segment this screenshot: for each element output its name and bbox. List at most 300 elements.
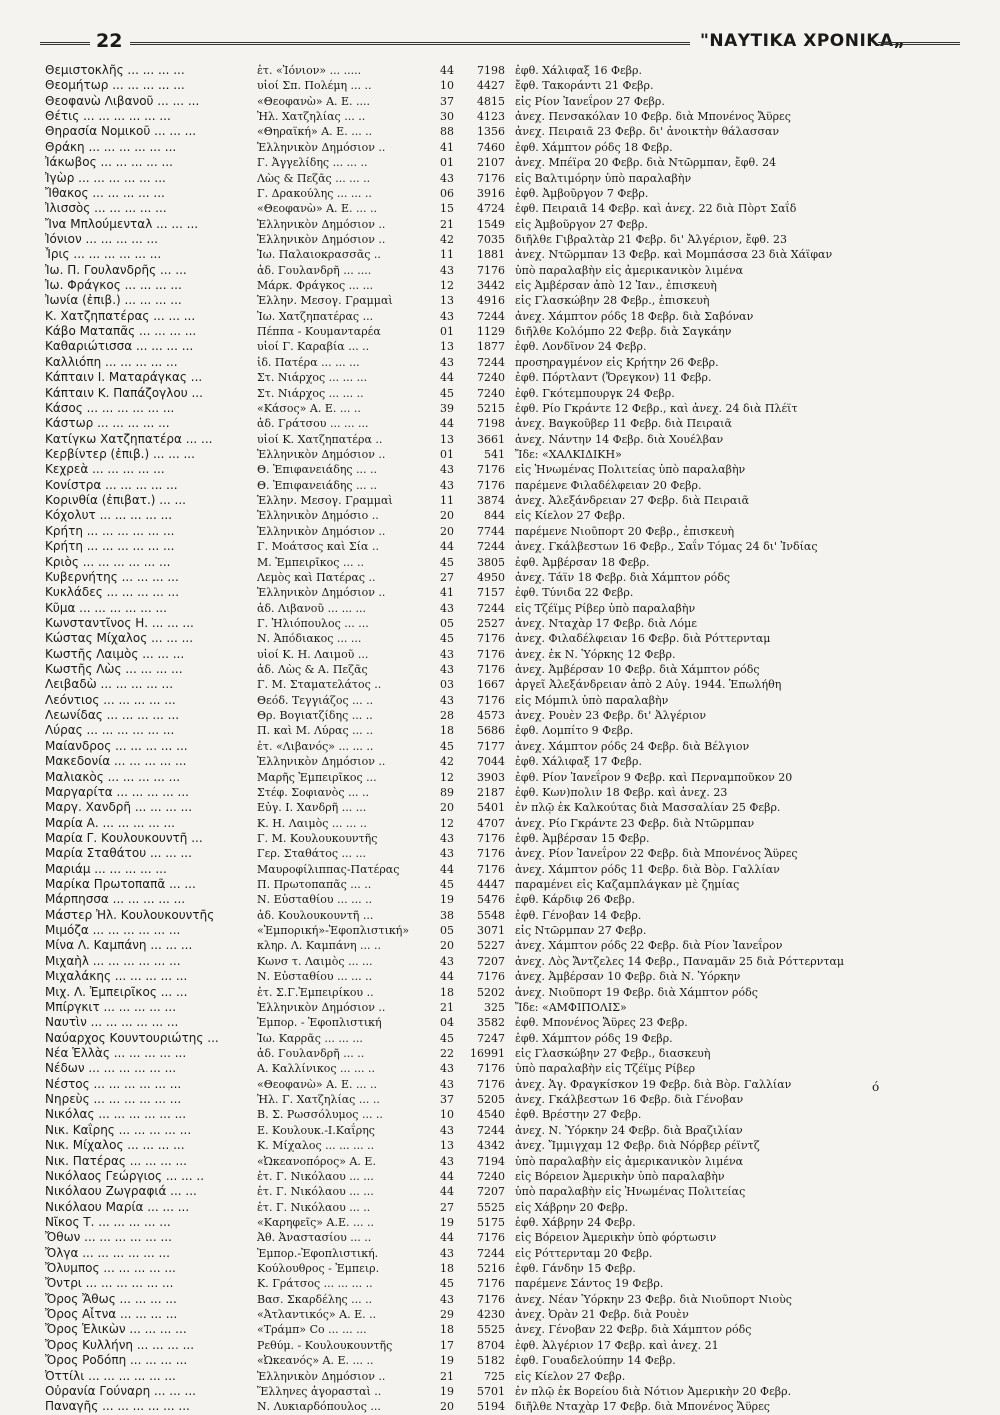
table-row <box>45 1230 960 1245</box>
tonnage: 8704 <box>477 1338 505 1352</box>
table-row <box>45 831 960 846</box>
table-row <box>45 1322 960 1337</box>
build-year: 21 <box>440 1369 454 1383</box>
ship-name: Κυβερνήτης ... ... ... ... <box>45 569 179 584</box>
ship-owner: «Τράμπ» Co ... ... ... <box>257 1323 367 1337</box>
table-row <box>45 770 960 785</box>
tonnage: 3661 <box>477 432 505 446</box>
table-row <box>45 1184 960 1199</box>
ship-name: Καθαριώτισσα ... ... ... ... <box>45 339 194 354</box>
ship-status: εἰς Ἠνωμένας Πολιτείας ὑπὸ παραλαβὴν <box>515 463 746 477</box>
ship-name: Λεωνίδας ... ... ... ... ... <box>45 708 180 723</box>
tonnage: 325 <box>484 1000 505 1014</box>
ship-owner: υἱοί Κ. Χατζηπατέρα .. <box>257 432 383 446</box>
build-year: 29 <box>440 1308 454 1322</box>
table-row <box>45 570 960 585</box>
tonnage: 7244 <box>477 601 505 615</box>
tonnage: 2527 <box>477 616 505 630</box>
tonnage: 4230 <box>477 1308 505 1322</box>
tonnage: 5525 <box>477 1200 505 1214</box>
ship-list-table <box>45 63 960 1415</box>
build-year: 89 <box>440 785 454 799</box>
ship-name: Κονίστρα ... ... ... ... ... <box>45 477 178 492</box>
table-row <box>45 1276 960 1291</box>
ship-name: Κριὸς ... ... ... ... ... ... <box>45 554 171 569</box>
ship-name: Μαίανδρος ... ... ... ... ... <box>45 738 188 753</box>
table-row <box>45 846 960 861</box>
build-year: 20 <box>440 509 454 523</box>
tonnage: 7244 <box>477 309 505 323</box>
ship-status: ἀνεχ. Ἀμβέρσαν 10 Φεβρ. διὰ Ν. Ὑόρκην <box>515 970 741 984</box>
ship-owner: υἱοί Γ. Καραβία ... .. <box>257 340 370 354</box>
ship-owner: Κ. Η. Λαιμὸς ... ... .. <box>257 816 367 830</box>
ship-status: ἀνεχ. Χάμπτον ρόδς 18 Φεβρ. διὰ Σαβόναν <box>515 309 754 323</box>
table-row <box>45 908 960 923</box>
tonnage: 7198 <box>477 64 505 77</box>
tonnage: 7044 <box>477 755 505 769</box>
ship-name: Ἴνα Μπλούμενταλ ... ... ... <box>45 216 199 231</box>
ship-status: εἰς Ρόττερνταμ 20 Φεβρ. <box>515 1246 653 1260</box>
build-year: 43 <box>440 309 454 323</box>
tonnage: 4447 <box>477 878 505 892</box>
build-year: 44 <box>440 1169 454 1183</box>
ship-status: ἀνεχ. Ρουὲν 23 Φεβρ. δι' Ἀλγέριον <box>515 709 707 723</box>
tonnage: 7176 <box>477 862 505 876</box>
ship-status: εἰς Βαλτιμόρην ὑπὸ παραλαβὴν <box>515 171 692 185</box>
tonnage: 7176 <box>477 647 505 661</box>
table-row <box>45 785 960 800</box>
table-row <box>45 339 960 354</box>
build-year: 13 <box>440 1139 454 1153</box>
ship-name: Μαργαρίτα ... ... ... ... ... <box>45 784 189 799</box>
build-year: 44 <box>440 417 454 431</box>
table-row <box>45 539 960 554</box>
ship-name: Ἶρις ... ... ... ... ... ... <box>45 247 162 262</box>
build-year: 45 <box>440 739 454 753</box>
ship-name: Νηρεὺς ... ... ... ... ... ... <box>45 1092 182 1107</box>
ship-name: Μάστερ Ἠλ. Κουλουκουντῆς <box>45 907 215 922</box>
ship-owner: Ἑλληνικὸν Δημόσιον .. <box>257 586 386 600</box>
ship-name: Κωνσταντῖνος Η. ... ... ... <box>45 615 194 630</box>
ship-name: Κάβο Ματαπᾶς ... ... ... ... <box>45 324 197 339</box>
ship-owner: ἑτ. Γ. Νικόλαου ... ... <box>257 1169 374 1183</box>
ship-name: Νέδων ... ... ... ... ... ... <box>45 1061 177 1076</box>
ship-owner: Γ. Μ. Κουλουκουντῆς <box>257 831 378 845</box>
build-year: 22 <box>440 1047 454 1060</box>
ship-status: ἐφθ. Πόρτλαντ (Ὄρεγκον) 11 Φεβρ. <box>515 371 712 385</box>
tonnage: 3582 <box>477 1016 505 1030</box>
ship-status: ἐφθ. Ρίον Ἰανεΐρον 9 Φεβρ. καὶ Περναμποῦκον 20 <box>515 770 793 784</box>
ship-status: ὑπὸ παραλαβὴν εἰς ἀμερικανικὸν λιμένα <box>515 1154 744 1168</box>
build-year: 43 <box>440 647 454 661</box>
ship-name: Μαρίκα Πρωτοπαπᾶ ... ... <box>45 877 196 892</box>
ship-name: Μίνα Λ. Καμπάνη ... ... ... <box>45 938 193 953</box>
table-row <box>45 462 960 477</box>
ship-owner: Στ. Νιάρχος ... ... ... <box>257 371 368 385</box>
ship-status: εἰς Κίελον 27 Φεβρ. <box>515 509 626 523</box>
build-year: 43 <box>440 463 454 477</box>
tonnage: 7176 <box>477 632 505 646</box>
tonnage: 1881 <box>477 248 505 262</box>
table-row <box>45 631 960 646</box>
ship-name: Ὄρος Αἶτνα ... ... ... ... <box>45 1307 178 1322</box>
build-year: 42 <box>440 232 454 246</box>
ship-status: ἀνεχ. Βαγκοῦβερ 11 Φεβρ. διὰ Πειραιᾶ <box>515 417 732 431</box>
build-year: 43 <box>440 954 454 968</box>
tonnage: 7176 <box>477 693 505 707</box>
tonnage: 7194 <box>477 1154 505 1168</box>
tonnage: 7240 <box>477 371 505 385</box>
ship-name: Νῖκος Τ. ... ... ... ... ... <box>45 1214 171 1229</box>
tonnage: 7198 <box>477 417 505 431</box>
ship-owner: ἀδ. Γουλανδρῆ ... .... <box>257 263 372 277</box>
table-row <box>45 877 960 892</box>
ship-status: διῆλθε Γιβραλτὰρ 21 Φεβρ. δι' Ἀλγέριον, ἔφθ. 23 <box>515 232 787 246</box>
table-row <box>45 969 960 984</box>
ship-name: Κρήτη ... ... ... ... ... ... <box>45 523 175 538</box>
ship-name: Κάστωρ ... ... ... ... ... <box>45 416 170 431</box>
ship-owner: Π. Πρωτοπαπᾶς ... .. <box>257 878 372 892</box>
ship-owner: Ν. Εὐσταθίου ... ... .. <box>257 893 373 907</box>
tonnage: 7176 <box>477 1062 505 1076</box>
ship-name: Λύρας ... ... ... ... ... ... <box>45 723 175 738</box>
ship-name: Κώστας Μίχαλος ... ... ... <box>45 631 194 646</box>
ship-status: εἰς Γλασκώβην 27 Φεβρ., διασκευὴ <box>515 1047 711 1060</box>
tonnage: 844 <box>484 509 505 523</box>
ship-status: ἀνεχ. Ντῶρμπαν 13 Φεβρ. καὶ Μομπάσσα 23 διὰ Χάϊφαν <box>515 248 833 262</box>
ship-owner: Πέππα - Κουμανταρέα <box>257 325 381 339</box>
tonnage: 5227 <box>477 939 505 953</box>
tonnage: 7176 <box>477 831 505 845</box>
table-row <box>45 355 960 370</box>
ship-owner: Θρ. Βογιατζίδης ... .. <box>257 709 373 723</box>
build-year: 19 <box>440 893 454 907</box>
table-row <box>45 247 960 262</box>
ship-status: ἀνεχ. Ἀμβέρσαν 10 Φεβρ. διὰ Χάμπτον ρόδς <box>515 663 760 677</box>
build-year: 30 <box>440 110 454 124</box>
tonnage: 5686 <box>477 724 505 738</box>
build-year: 43 <box>440 171 454 185</box>
ship-status: ἐφθ. Κων)πολιν 18 Φεβρ. καὶ ἀνεχ. 23 <box>515 785 728 799</box>
tonnage: 5216 <box>477 1262 505 1276</box>
ship-name: Κ. Χατζηπατέρας ... ... ... <box>45 308 196 323</box>
ship-name: Ὄρος Ἑλικὼν ... ... ... ... <box>45 1322 187 1337</box>
ship-owner: Μαρῆς Ἐμπειρῖκος ... <box>257 770 377 784</box>
build-year: 12 <box>440 816 454 830</box>
build-year: 01 <box>440 156 454 170</box>
build-year: 45 <box>440 632 454 646</box>
ship-owner: «Θεοφανὼ» Α. Ε. ... .. <box>257 1077 378 1091</box>
tonnage: 4724 <box>477 202 505 216</box>
table-row <box>45 1307 960 1322</box>
tonnage: 7460 <box>477 140 505 154</box>
ship-name: Ὄρος Ἄθως ... ... ... ... <box>45 1291 177 1306</box>
ship-name: Ὄθων ... ... ... ... ... ... <box>45 1230 172 1245</box>
ship-name: Ὄλυμπος ... ... ... ... ... <box>45 1261 176 1276</box>
ship-name: Νικ. Πατέρας ... ... ... ... <box>45 1153 187 1168</box>
ship-status: ἐφθ. Γκότεμπουργκ 24 Φεβρ. <box>515 386 675 400</box>
table-row <box>45 739 960 754</box>
ship-owner: Στέφ. Σοφιανὸς ... .. <box>257 785 370 799</box>
table-row <box>45 1154 960 1169</box>
ship-status: εἰς Τζέϊμς Ρίβερ ὑπὸ παραλαβὴν <box>515 601 696 615</box>
ship-name: Παναγῆς ... ... ... ... ... ... <box>45 1399 190 1414</box>
ship-owner: Ἑλλην. Μεσογ. Γραμμαὶ <box>257 294 393 308</box>
ship-owner: Ν. Εὐσταθίου ... ... .. <box>257 970 373 984</box>
ship-status: ἀνεχ. Τάϊν 18 Φεβρ. διὰ Χάμπτον ρόδς <box>515 570 731 584</box>
tonnage: 5175 <box>477 1215 505 1229</box>
tonnage: 4815 <box>477 94 505 108</box>
table-row <box>45 171 960 186</box>
ship-owner: «Ἀτλαντικός» Α. Ε. .. <box>257 1308 377 1322</box>
ship-status: ἐφθ. Μπονένος Ἄϋρες 23 Φεβρ. <box>515 1016 688 1030</box>
table-row <box>45 1261 960 1276</box>
ship-name: Μαριάμ ... ... ... ... ... <box>45 861 167 876</box>
build-year: 01 <box>440 325 454 339</box>
ship-owner: «Ὠκεανός» Α. Ε. ... .. <box>257 1354 374 1368</box>
build-year: 12 <box>440 279 454 293</box>
tonnage: 7240 <box>477 386 505 400</box>
ship-status: ὑπὸ παραλαβὴν εἰς ἀμερικανικὸν λιμένα <box>515 263 744 277</box>
ship-name: Κάσος ... ... ... ... ... ... <box>45 400 175 415</box>
ship-owner: Μάρκ. Φράγκος ... ... <box>257 279 374 293</box>
ship-name: Κορινθία (ἐπιβατ.) ... ... <box>45 493 186 508</box>
ship-name: Ἰω. Π. Γουλανδρῆς ... ... <box>45 262 187 277</box>
ship-status: ἐφθ. Ἀμβοῦργον 7 Φεβρ. <box>515 186 649 200</box>
tonnage: 4573 <box>477 709 505 723</box>
table-row <box>45 708 960 723</box>
ship-status: παρέμενε Νιοῦπορτ 20 Φεβρ., ἐπισκευὴ <box>515 524 735 538</box>
table-row <box>45 493 960 508</box>
tonnage: 5182 <box>477 1354 505 1368</box>
ship-name: Οὐρανία Γούναρη ... ... ... <box>45 1383 196 1398</box>
build-year: 44 <box>440 64 454 77</box>
tonnage: 5401 <box>477 801 505 815</box>
tonnage: 7176 <box>477 847 505 861</box>
tonnage: 7157 <box>477 586 505 600</box>
ship-owner: Εὐγ. Ι. Χανδρῆ ... ... <box>257 801 367 815</box>
ship-status: ἐν πλῷ ἐκ Καλκούτας διὰ Μασσαλίαν 25 Φεβρ. <box>515 801 781 815</box>
ship-owner: Ἠλ. Χατζηλίας ... .. <box>257 110 366 124</box>
tonnage: 7176 <box>477 1277 505 1291</box>
tonnage: 7207 <box>477 1185 505 1199</box>
ship-owner: Λεμὸς καὶ Πατέρας .. <box>257 570 376 584</box>
build-year: 39 <box>440 401 454 415</box>
build-year: 03 <box>440 678 454 692</box>
build-year: 88 <box>440 125 454 139</box>
ship-owner: Α. Καλλίνικος ... ... .. <box>257 1062 375 1076</box>
ship-status: ἐφθ. Ἀμβέρσαν 15 Φεβρ. <box>515 831 650 845</box>
table-row <box>45 647 960 662</box>
build-year: 43 <box>440 601 454 615</box>
ship-status: ὑπὸ παραλαβὴν εἰς Τζέϊμς Ρίβερ <box>515 1062 696 1076</box>
ship-status: διῆλθε Κολόμπο 22 Φεβρ. διὰ Σαγκάην <box>515 325 732 339</box>
build-year: 37 <box>440 94 454 108</box>
ship-status: εἰς Βόρειον Ἀμερικὴν ὑπὸ παραλαβὴν <box>515 1169 725 1183</box>
tonnage: 3903 <box>477 770 505 784</box>
table-row <box>45 862 960 877</box>
table-row <box>45 601 960 616</box>
ship-name: Κάπταιν Κ. Παπάζογλου ... <box>45 385 203 400</box>
ship-name: Νικόλαος Γεώργιος ... ... .. <box>45 1168 205 1183</box>
ship-owner: Ν. Ἀπόδιακος ... ... <box>257 632 362 646</box>
ship-status: ἀνεχ. Ρίον Ἰανεΐρον 22 Φεβρ. διὰ Μπονένος Ἄϋρες <box>515 847 798 861</box>
ship-owner: κληρ. Λ. Καμπάνη ... .. <box>257 939 382 953</box>
ship-name: Θέτις ... ... ... ... ... ... <box>45 109 171 124</box>
table-row <box>45 186 960 201</box>
tonnage: 4540 <box>477 1108 505 1122</box>
build-year: 43 <box>440 1292 454 1306</box>
ship-name: Ὄρος Κυλλήνη ... ... ... ... <box>45 1337 195 1352</box>
ship-owner: Στ. Νιάρχος ... ... .. <box>257 386 364 400</box>
ship-name: Κυκλάδες ... ... ... ... ... <box>45 585 180 600</box>
ship-name: Ἰάκωβος ... ... ... ... ... <box>45 155 173 170</box>
build-year: 11 <box>440 248 454 262</box>
build-year: 20 <box>440 939 454 953</box>
build-year: 44 <box>440 1231 454 1245</box>
build-year: 05 <box>440 924 454 938</box>
ship-status: εἰς Ἀμβοῦργον 27 Φεβρ. <box>515 217 648 231</box>
ship-owner: Μ. Ἐμπειρῖκος ... .. <box>257 555 364 569</box>
ship-status: ἀνεχ. Νέαν Ὑόρκην 23 Φεβρ. διὰ Νιοῦπορτ Νιοὺς <box>515 1292 792 1306</box>
ship-owner: Ἑλληνικὸν Δημόσιον .. <box>257 524 386 538</box>
ship-status: εἰς Ντῶρμπαν 27 Φεβρ. <box>515 924 647 938</box>
tonnage: 3916 <box>477 186 505 200</box>
build-year: 21 <box>440 217 454 231</box>
header-rule-left <box>40 42 90 45</box>
tonnage: 3442 <box>477 279 505 293</box>
build-year: 43 <box>440 663 454 677</box>
ship-name: Ἰλισσὸς ... ... ... ... ... <box>45 201 167 216</box>
ship-status: εἰς Ρίον Ἰανεΐρον 27 Φεβρ. <box>515 94 665 108</box>
ship-status: ἐφθ. Ἀλγέριον 17 Φεβρ. καὶ ἀνεχ. 21 <box>515 1338 719 1352</box>
ship-owner: Ἰω. Χατζηπατέρας ... <box>257 309 374 323</box>
tonnage: 4123 <box>477 110 505 124</box>
table-row <box>45 94 960 109</box>
ship-name: Κῦμα ... ... ... ... ... ... <box>45 600 167 615</box>
ship-owner: Π. καὶ Μ. Λύρας ... .. <box>257 724 374 738</box>
tonnage: 5202 <box>477 985 505 999</box>
tonnage: 7247 <box>477 1031 505 1045</box>
tonnage: 7035 <box>477 232 505 246</box>
build-year: 45 <box>440 386 454 400</box>
ship-owner: ἀδ. Λιβανοῦ ... ... ... <box>257 601 367 615</box>
ship-status: ἀνεχ. Ὀρὰν 21 Φεβρ. διὰ Ρουὲν <box>515 1308 689 1322</box>
table-row <box>45 1061 960 1076</box>
ship-owner: Β. Σ. Ρωσσόλυμος ... .. <box>257 1108 383 1122</box>
build-year: 21 <box>440 1000 454 1014</box>
ship-status: ἀνεχ. ἐκ Ν. Ὑόρκης 12 Φεβρ. <box>515 647 676 661</box>
ship-status: διῆλθε Νταχὰρ 17 Φεβρ. διὰ Μπονένος Ἄϋρες <box>515 1400 770 1414</box>
build-year: 41 <box>440 586 454 600</box>
ship-owner: Θ. Ἐπιφανειάδης ... .. <box>257 463 378 477</box>
table-row <box>45 616 960 631</box>
ship-owner: ἀδ. Λὼς & Α. Πεζᾶς <box>257 663 368 677</box>
table-row <box>45 1138 960 1153</box>
magazine-title: "ΝΑΥΤΙΚΑ ΧΡΟΝΙΚΑ„ <box>700 31 906 51</box>
build-year: 44 <box>440 970 454 984</box>
build-year: 10 <box>440 1108 454 1122</box>
ship-status: παραμένει εἰς Καζαμπλάγκαν μὲ ζημίας <box>515 878 740 892</box>
tonnage: 7177 <box>477 739 505 753</box>
ship-owner: Ἑλληνικὸν Δημόσιο .. <box>257 509 379 523</box>
ship-status: ἀνεχ. Γένοβαν 22 Φεβρ. διὰ Χάμπτον ρόδς <box>515 1323 752 1337</box>
table-row <box>45 1107 960 1122</box>
ship-status: εἰς Βόρειον Ἀμερικὴν ὑπὸ φόρτωσιν <box>515 1231 717 1245</box>
ship-owner: «Ὠκεανοπόρος» Α. Ε. <box>257 1154 376 1168</box>
tonnage: 7176 <box>477 171 505 185</box>
ship-name: Κρήτη ... ... ... ... ... ... <box>45 539 175 554</box>
build-year: 45 <box>440 1031 454 1045</box>
build-year: 43 <box>440 1246 454 1260</box>
build-year: 13 <box>440 340 454 354</box>
ship-owner: Γ. Ἠλιόπουλος ... ... <box>257 616 369 630</box>
ship-status: ἐφθ. Γουαδελούπην 14 Φεβρ. <box>515 1354 676 1368</box>
tonnage: 7244 <box>477 1123 505 1137</box>
table-row <box>45 723 960 738</box>
ship-name: Κόχολυτ ... ... ... ... ... <box>45 508 173 523</box>
build-year: 05 <box>440 616 454 630</box>
table-row <box>45 954 960 969</box>
build-year: 19 <box>440 1384 454 1398</box>
ship-name: Κερβίντερ (ἐπιβ.) ... ... ... <box>45 446 195 461</box>
table-row <box>45 1077 960 1092</box>
ship-owner: Ε. Κουλουκ.-Ι.Καΐρης <box>257 1123 375 1137</box>
ship-status: Ἴδε: «ΑΜΦΙΠΟΛΙΣ» <box>515 1000 627 1014</box>
build-year: 20 <box>440 1400 454 1414</box>
ship-status: ἀνεχ. Ἴμμιγχαμ 12 Φεβρ. διὰ Νόρβερ ρέϊντζ <box>515 1139 760 1153</box>
table-row <box>45 754 960 769</box>
ship-owner: ἀδ. Γουλανδρῆ ... .. <box>257 1047 365 1060</box>
build-year: 45 <box>440 878 454 892</box>
ship-owner: Ἑλληνικὸν Δημόσιον .. <box>257 1369 386 1383</box>
tonnage: 4342 <box>477 1139 505 1153</box>
ship-owner: ἑτ. Γ. Νικόλαου ... .. <box>257 1200 371 1214</box>
ship-name: Νέστος ... ... ... ... ... ... <box>45 1076 182 1091</box>
ship-owner: Μαυροφίλιππας-Πατέρας <box>257 862 400 876</box>
ship-owner: «Θεοφανὼ» Α. Ε. ... .. <box>257 202 378 216</box>
ship-name: Ἰγὼρ ... ... ... ... ... ... <box>45 170 166 185</box>
tonnage: 3874 <box>477 494 505 508</box>
ship-owner: Ἰω. Παλαιοκρασσᾶς .. <box>257 248 381 262</box>
ship-status: εἰς Γλασκώβην 28 Φεβρ., ἐπισκευὴ <box>515 294 710 308</box>
table-row <box>45 293 960 308</box>
table-row <box>45 508 960 523</box>
build-year: 44 <box>440 1185 454 1199</box>
build-year: 04 <box>440 1016 454 1030</box>
ship-name: Μαρία Α. ... ... ... ... ... <box>45 815 175 830</box>
tonnage: 1667 <box>477 678 505 692</box>
ship-owner: Ἑλληνικὸν Δημόσιον .. <box>257 232 386 246</box>
build-year: 17 <box>440 1338 454 1352</box>
tonnage: 7176 <box>477 1292 505 1306</box>
table-row <box>45 585 960 600</box>
ship-status: ἀνεχ. Πενσακόλαν 10 Φεβρ. διὰ Μπονένος Ἄϋρες <box>515 110 791 124</box>
table-row <box>45 693 960 708</box>
tonnage: 5701 <box>477 1384 505 1398</box>
table-row <box>45 324 960 339</box>
ship-owner: Θ. Ἐπιφανειάδης ... .. <box>257 478 378 492</box>
tonnage: 5476 <box>477 893 505 907</box>
ship-name: Ὄλγα ... ... ... ... ... ... <box>45 1245 170 1260</box>
table-row <box>45 938 960 953</box>
ship-owner: ἑτ. Σ.Γ.Ἐμπειρίκου .. <box>257 985 374 999</box>
ship-owner: Ἑλλην. Μεσογ. Γραμμαὶ <box>257 494 393 508</box>
ship-status: ἀνεχ. Νταχὰρ 17 Φεβρ. διὰ Λόμε <box>515 616 697 630</box>
table-row <box>45 201 960 216</box>
table-row <box>45 416 960 431</box>
ship-name: Μαρία Σταθάτου ... ... ... <box>45 846 192 861</box>
